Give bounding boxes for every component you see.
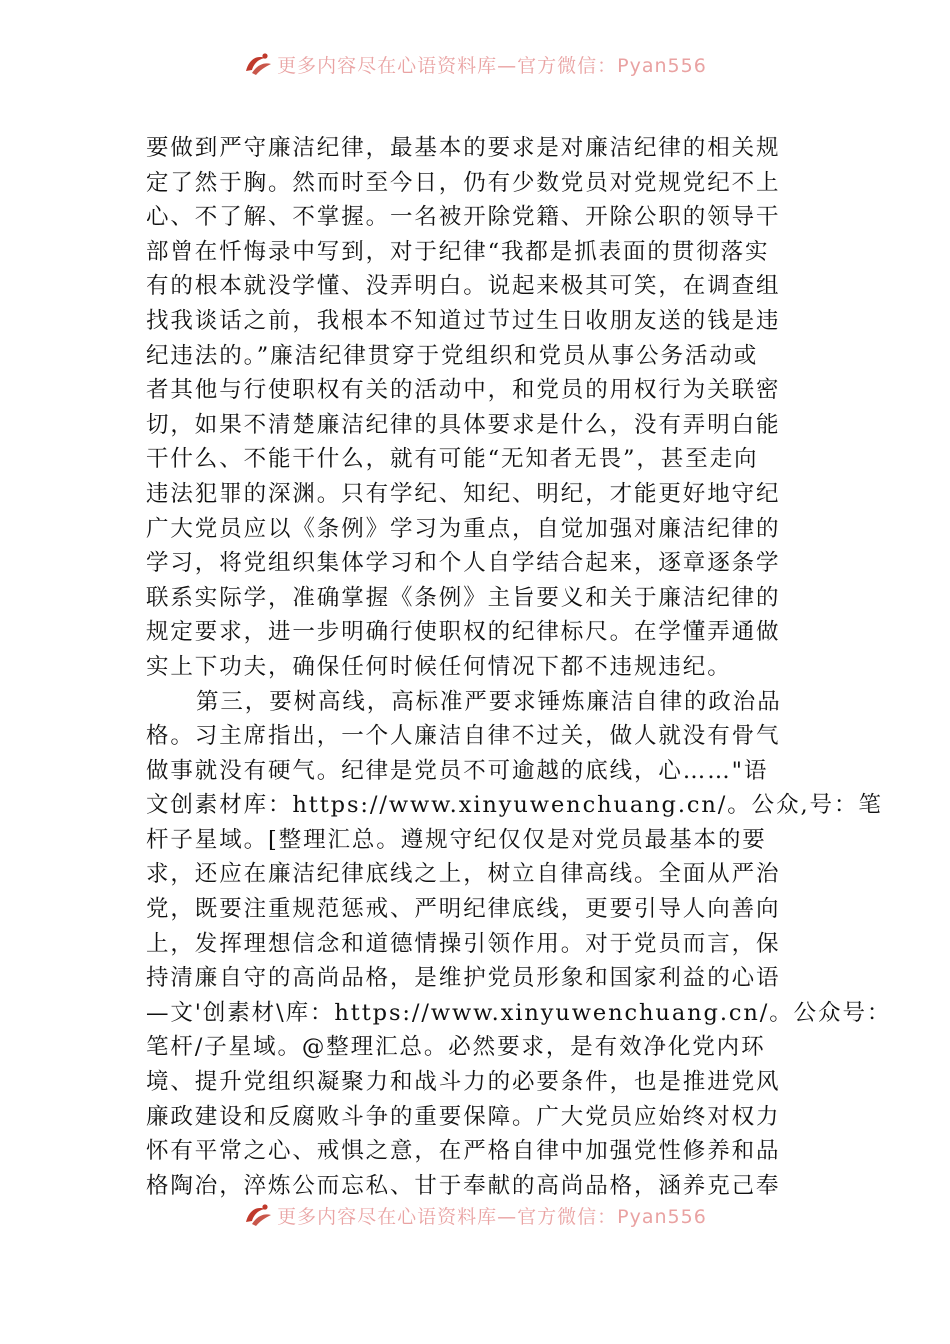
text-line-6: 找我谈话之前，我根本不知道过节过生日收朋友送的钱是违 [146,307,781,334]
logo-icon [243,1202,273,1228]
text-line-3: 心、不了解、不掌握。一名被开除党籍、开除公职的领导干 [146,204,781,231]
text-line-20: 文创素材库：https://www.xinyuwenchuang.cn/。公众,号：笔 [146,792,883,819]
text-line-23: 党，既要注重规范惩戒、严明纪律底线，更要引导人向善向 [146,896,781,923]
text-line-21: 杆子星域。[整理汇总。遵规守纪仅仅是对党员最基本的要 [146,826,767,853]
text-line-30: 怀有平常之心、戒惧之意，在严格自律中加强党性修养和品 [146,1138,781,1165]
text-line-18: 格。习主席指出，一个人廉洁自律不过关，做人就没有骨气 [146,723,781,750]
text-line-17: 第三，要树高线，高标准严要求锤炼廉洁自律的政治品 [196,688,782,715]
text-line-13: 学习，将党组织集体学习和个人自学结合起来，逐章逐条学 [146,550,781,577]
text-line-1: 要做到严守廉洁纪律，最基本的要求是对廉洁纪律的相关规 [146,135,781,161]
text-line-28: 境、提升党组织凝聚力和战斗力的必要条件，也是推进党风 [146,1069,781,1096]
text-line-12: 广大党员应以《条例》学习为重点，自觉加强对廉洁纪律的 [146,515,781,542]
text-line-2: 定了然于胸。然而时至今日，仍有少数党员对党规党纪不上 [146,169,781,196]
text-line-5: 有的根本就没学懂、没弄明白。说起来极其可笑，在调查组 [146,273,781,300]
footer-banner [0,1206,950,1240]
header-banner [0,55,950,89]
document-body [146,131,892,1203]
text-line-27: 笔杆/子星域。@整理汇总。必然要求，是有效净化党内环 [146,1034,766,1061]
text-line-4: 部曾在忏悔录中写到，对于纪律“我都是抓表面的贯彻落实 [146,238,770,265]
footer-banner-text: 更多内容尽在心语资料库—官方微信：Pyan556 [277,1205,707,1228]
text-line-26: —文'创素材\库：https://www.xinyuwenchuang.cn/。公众号： [146,999,892,1026]
text-line-10: 干什么、不能干什么，就有可能“无知者无畏”，甚至走向 [146,446,759,473]
logo-icon [243,51,273,77]
text-line-15: 规定要求，进一步明确行使职权的纪律标尺。在学懂弄通做 [146,619,781,646]
text-line-25: 持清廉自守的高尚品格，是维护党员形象和国家利益的心语 [146,965,781,992]
text-line-24: 上，发挥理想信念和道德情操引领作用。对于党员而言，保 [146,930,781,957]
header-banner-text: 更多内容尽在心语资料库—官方微信：Pyan556 [277,54,707,77]
text-line-16: 实上下功夫，确保任何时候任何情况下都不违规违纪。 [146,653,732,680]
text-line-7: 纪违法的。”廉洁纪律贯穿于党组织和党员从事公务活动或 [146,342,759,369]
text-line-22: 求，还应在廉洁纪律底线之上，树立自律高线。全面从严治 [146,861,781,888]
text-line-19: 做事就没有硬气。纪律是党员不可逾越的底线，心……"语 [146,757,769,784]
text-line-29: 廉政建设和反腐败斗争的重要保障。广大党员应始终对权力 [146,1103,781,1130]
text-line-11: 违法犯罪的深渊。只有学纪、知纪、明纪，才能更好地守纪 [146,480,781,507]
text-line-14: 联系实际学，准确掌握《条例》主旨要义和关于廉洁纪律的 [146,584,781,611]
text-line-8: 者其他与行使职权有关的活动中，和党员的用权行为关联密 [146,377,781,404]
text-line-9: 切，如果不清楚廉洁纪律的具体要求是什么，没有弄明白能 [146,411,781,438]
text-line-31: 格陶冶，淬炼公而忘私、甘于奉献的高尚品格，涵养克己奉 [146,1172,781,1199]
